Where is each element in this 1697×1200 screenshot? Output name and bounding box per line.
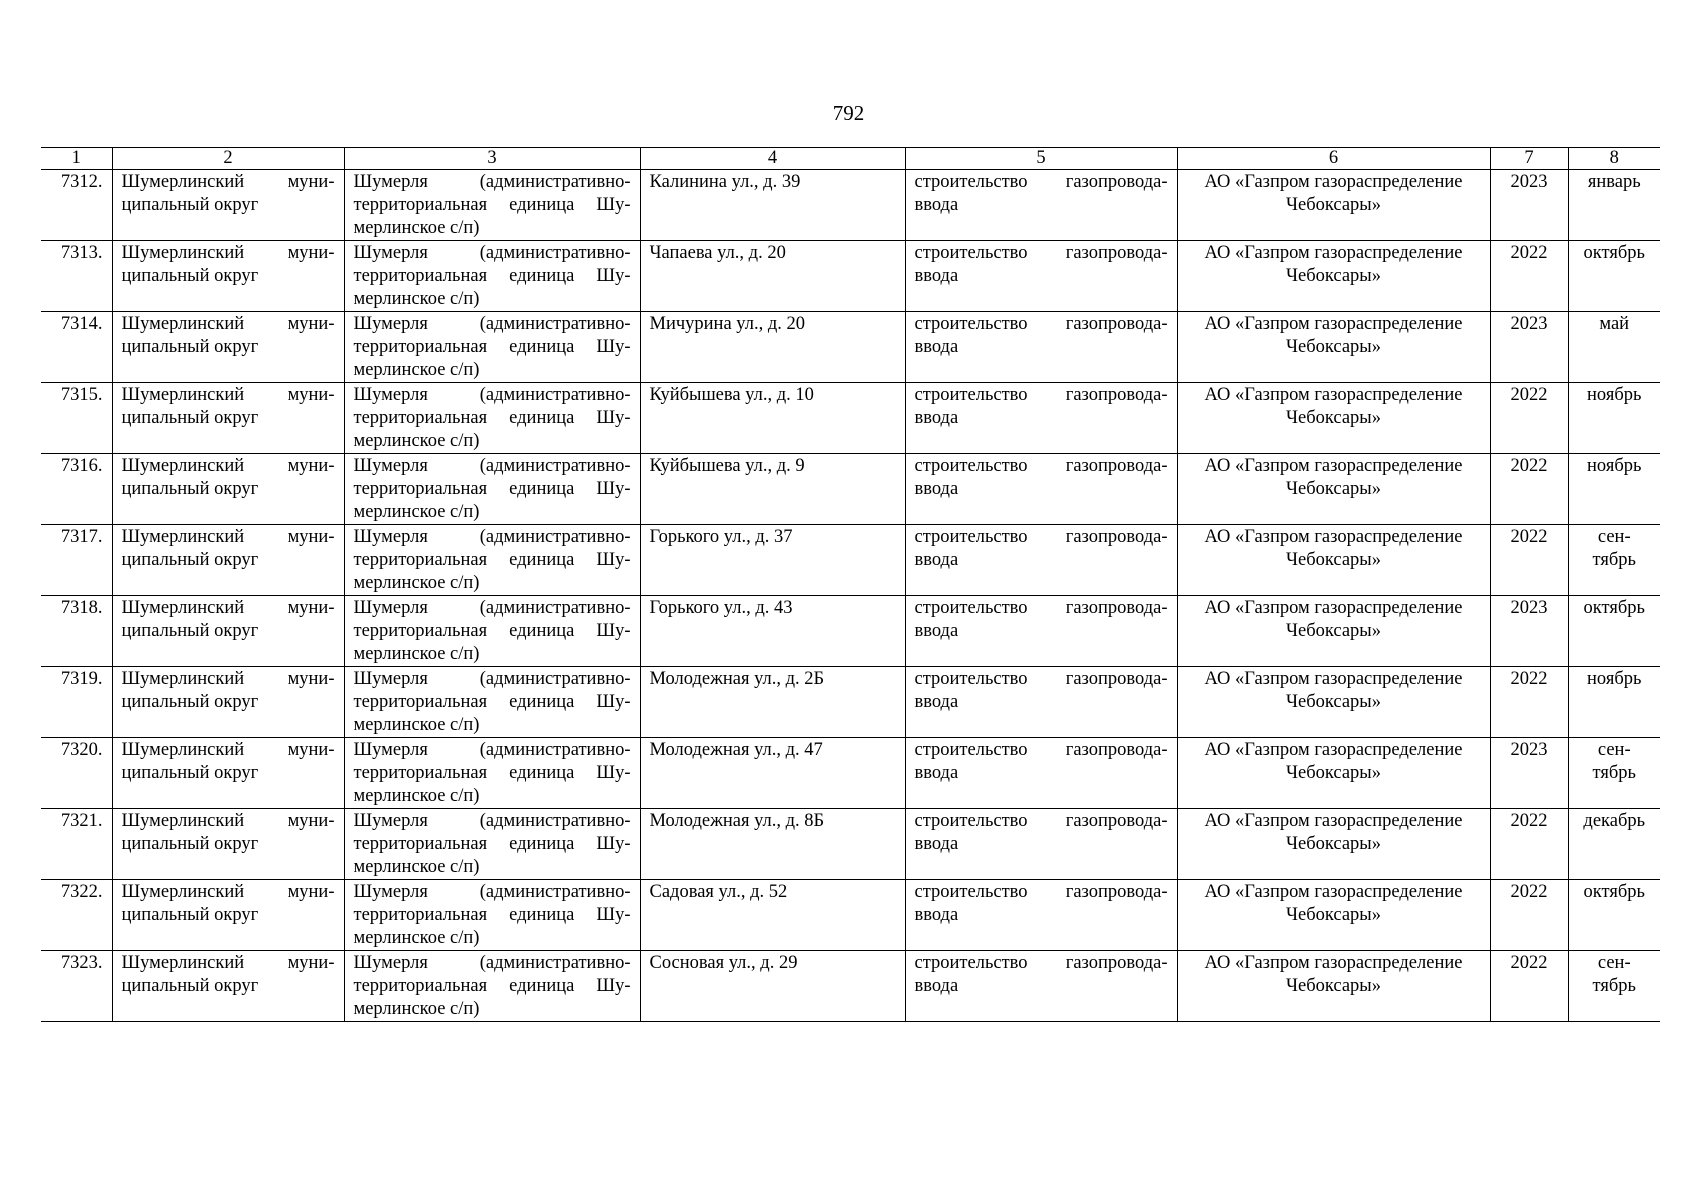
address-cell: Куйбышева ул., д. 9 [640,454,905,525]
row-number: 7319. [41,667,112,738]
address-cell: Молодежная ул., д. 2Б [640,667,905,738]
district-cell: Шумерлинский муни-ципальный округ [112,738,344,809]
month-cell: октябрь [1568,596,1660,667]
year-cell: 2022 [1490,880,1568,951]
locality-cell: Шумерля (административно-территориальная единица Шу-мерлинское с/п) [344,383,640,454]
district-cell: Шумерлинский муни-ципальный округ [112,312,344,383]
year-cell: 2022 [1490,667,1568,738]
month-cell: сен-тябрь [1568,951,1660,1022]
table-row [41,809,1660,880]
locality-cell: Шумерля (административно-территориальная единица Шу-мерлинское с/п) [344,667,640,738]
district-cell: Шумерлинский муни-ципальный округ [112,241,344,312]
organization-cell: АО «Газпром газораспределение Чебоксары» [1177,525,1490,596]
year-cell: 2022 [1490,241,1568,312]
year-cell: 2022 [1490,951,1568,1022]
district-cell: Шумерлинский муни-ципальный округ [112,454,344,525]
address-cell: Садовая ул., д. 52 [640,880,905,951]
page-number: 792 [832,101,865,125]
row-number: 7312. [41,170,112,241]
month-cell: ноябрь [1568,667,1660,738]
year-cell: 2023 [1490,596,1568,667]
work-cell: строительство газопровода-ввода [905,951,1177,1022]
district-cell: Шумерлинский муни-ципальный округ [112,170,344,241]
work-cell: строительство газопровода-ввода [905,525,1177,596]
address-cell: Чапаева ул., д. 20 [640,241,905,312]
year-cell: 2023 [1490,738,1568,809]
work-cell: строительство газопровода-ввода [905,454,1177,525]
work-cell: строительство газопровода-ввода [905,312,1177,383]
month-cell: октябрь [1568,880,1660,951]
row-number: 7314. [41,312,112,383]
header-row [41,148,1660,170]
locality-cell: Шумерля (административно-территориальная единица Шу-мерлинское с/п) [344,738,640,809]
locality-cell: Шумерля (административно-территориальная единица Шу-мерлинское с/п) [344,951,640,1022]
month-cell: ноябрь [1568,383,1660,454]
organization-cell: АО «Газпром газораспределение Чебоксары» [1177,596,1490,667]
table-row [41,454,1660,525]
row-number: 7313. [41,241,112,312]
row-number: 7321. [41,809,112,880]
locality-cell: Шумерля (административно-территориальная единица Шу-мерлинское с/п) [344,241,640,312]
district-cell: Шумерлинский муни-ципальный округ [112,809,344,880]
year-cell: 2022 [1490,525,1568,596]
column-header: 3 [344,148,640,170]
organization-cell: АО «Газпром газораспределение Чебоксары» [1177,383,1490,454]
organization-cell: АО «Газпром газораспределение Чебоксары» [1177,880,1490,951]
month-cell: сен-тябрь [1568,738,1660,809]
row-number: 7316. [41,454,112,525]
work-cell: строительство газопровода-ввода [905,596,1177,667]
organization-cell: АО «Газпром газораспределение Чебоксары» [1177,454,1490,525]
address-cell: Сосновая ул., д. 29 [640,951,905,1022]
month-cell: май [1568,312,1660,383]
locality-cell: Шумерля (административно-территориальная единица Шу-мерлинское с/п) [344,312,640,383]
table-row [41,170,1660,241]
work-cell: строительство газопровода-ввода [905,809,1177,880]
month-cell: октябрь [1568,241,1660,312]
row-number: 7315. [41,383,112,454]
work-cell: строительство газопровода-ввода [905,880,1177,951]
row-number: 7320. [41,738,112,809]
column-header: 8 [1568,148,1660,170]
column-header: 1 [41,148,112,170]
organization-cell: АО «Газпром газораспределение Чебоксары» [1177,667,1490,738]
row-number: 7322. [41,880,112,951]
month-cell: декабрь [1568,809,1660,880]
table-row [41,312,1660,383]
month-cell: январь [1568,170,1660,241]
organization-cell: АО «Газпром газораспределение Чебоксары» [1177,809,1490,880]
locality-cell: Шумерля (административно-территориальная единица Шу-мерлинское с/п) [344,809,640,880]
address-cell: Молодежная ул., д. 8Б [640,809,905,880]
district-cell: Шумерлинский муни-ципальный округ [112,667,344,738]
address-cell: Мичурина ул., д. 20 [640,312,905,383]
organization-cell: АО «Газпром газораспределение Чебоксары» [1177,170,1490,241]
column-header: 7 [1490,148,1568,170]
organization-cell: АО «Газпром газораспределение Чебоксары» [1177,951,1490,1022]
work-cell: строительство газопровода-ввода [905,738,1177,809]
work-cell: строительство газопровода-ввода [905,667,1177,738]
table-row [41,525,1660,596]
year-cell: 2023 [1490,312,1568,383]
address-cell: Горького ул., д. 43 [640,596,905,667]
organization-cell: АО «Газпром газораспределение Чебоксары» [1177,312,1490,383]
table-row [41,383,1660,454]
column-header: 4 [640,148,905,170]
year-cell: 2022 [1490,383,1568,454]
district-cell: Шумерлинский муни-ципальный округ [112,383,344,454]
district-cell: Шумерлинский муни-ципальный округ [112,596,344,667]
year-cell: 2023 [1490,170,1568,241]
locality-cell: Шумерля (административно-территориальная единица Шу-мерлинское с/п) [344,525,640,596]
year-cell: 2022 [1490,809,1568,880]
table-row [41,738,1660,809]
address-cell: Куйбышева ул., д. 10 [640,383,905,454]
district-cell: Шумерлинский муни-ципальный округ [112,951,344,1022]
work-cell: строительство газопровода-ввода [905,383,1177,454]
work-cell: строительство газопровода-ввода [905,241,1177,312]
register-table [41,147,1660,1022]
address-cell: Горького ул., д. 37 [640,525,905,596]
table-row [41,951,1660,1022]
locality-cell: Шумерля (административно-территориальная единица Шу-мерлинское с/п) [344,596,640,667]
organization-cell: АО «Газпром газораспределение Чебоксары» [1177,738,1490,809]
table-row [41,667,1660,738]
locality-cell: Шумерля (административно-территориальная единица Шу-мерлинское с/п) [344,454,640,525]
district-cell: Шумерлинский муни-ципальный округ [112,525,344,596]
row-number: 7317. [41,525,112,596]
table-row [41,596,1660,667]
row-number: 7318. [41,596,112,667]
organization-cell: АО «Газпром газораспределение Чебоксары» [1177,241,1490,312]
column-header: 5 [905,148,1177,170]
row-number: 7323. [41,951,112,1022]
district-cell: Шумерлинский муни-ципальный округ [112,880,344,951]
year-cell: 2022 [1490,454,1568,525]
month-cell: сен-тябрь [1568,525,1660,596]
address-cell: Калинина ул., д. 39 [640,170,905,241]
locality-cell: Шумерля (административно-территориальная единица Шу-мерлинское с/п) [344,880,640,951]
month-cell: ноябрь [1568,454,1660,525]
work-cell: строительство газопровода-ввода [905,170,1177,241]
table-row [41,880,1660,951]
column-header: 2 [112,148,344,170]
locality-cell: Шумерля (административно-территориальная единица Шу-мерлинское с/п) [344,170,640,241]
table-row [41,241,1660,312]
address-cell: Молодежная ул., д. 47 [640,738,905,809]
column-header: 6 [1177,148,1490,170]
